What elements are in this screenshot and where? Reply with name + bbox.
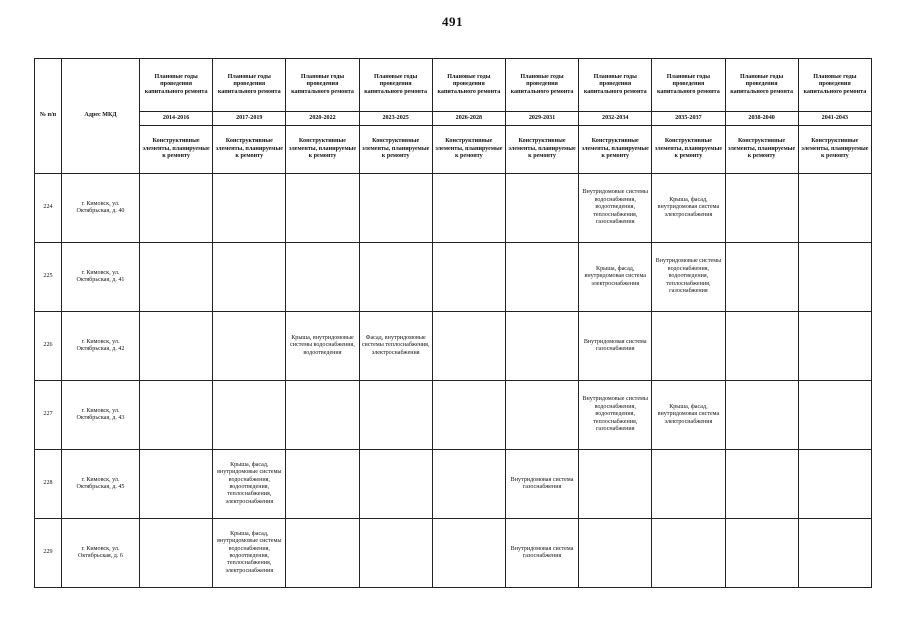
repair-cell bbox=[505, 174, 578, 243]
repair-cell bbox=[140, 381, 213, 450]
repair-cell bbox=[652, 519, 725, 588]
header-years: 2038-2040 bbox=[725, 112, 798, 126]
header-elements: Конструктивные элементы, планируемые к ремонту bbox=[140, 126, 213, 174]
repair-cell bbox=[432, 381, 505, 450]
header-period-title: Плановые годы проведения капитального ремонта bbox=[286, 59, 359, 112]
repair-cell bbox=[505, 312, 578, 381]
header-years: 2014-2016 bbox=[140, 112, 213, 126]
header-years: 2029-2031 bbox=[505, 112, 578, 126]
table-row bbox=[35, 174, 872, 243]
row-address: г. Кимовск, ул. Октябрьская, д. 45 bbox=[62, 450, 140, 519]
repair-cell bbox=[286, 243, 359, 312]
repair-cell bbox=[359, 381, 432, 450]
header-elements: Конструктивные элементы, планируемые к ремонту bbox=[798, 126, 871, 174]
header-period-title: Плановые годы проведения капитального ремонта bbox=[725, 59, 798, 112]
header-period-title: Плановые годы проведения капитального ремонта bbox=[213, 59, 286, 112]
page-number: 491 bbox=[442, 14, 463, 29]
repair-cell bbox=[359, 174, 432, 243]
repair-cell bbox=[432, 450, 505, 519]
repair-cell: Внутридомовая система газоснабжения bbox=[505, 519, 578, 588]
repair-cell bbox=[798, 450, 871, 519]
repair-cell bbox=[432, 312, 505, 381]
repair-cell: Внутридомовые системы водоснабжения, водоотведения, теплоснабжения, газоснабжения bbox=[652, 243, 725, 312]
repair-cell bbox=[798, 174, 871, 243]
row-number: 226 bbox=[35, 312, 62, 381]
header-elements: Конструктивные элементы, планируемые к ремонту bbox=[213, 126, 286, 174]
repair-cell bbox=[505, 243, 578, 312]
repair-cell bbox=[725, 450, 798, 519]
row-number: 229 bbox=[35, 519, 62, 588]
repair-cell: Внутридомовая система газоснабжения bbox=[505, 450, 578, 519]
header-period-title: Плановые годы проведения капитального ремонта bbox=[359, 59, 432, 112]
repair-cell bbox=[286, 519, 359, 588]
repair-cell bbox=[579, 450, 652, 519]
table-row bbox=[35, 450, 872, 519]
repair-cell: Крыша, внутридомовые системы водоснабжения, водоотведения bbox=[286, 312, 359, 381]
repair-cell bbox=[140, 174, 213, 243]
repair-cell bbox=[432, 174, 505, 243]
table-row bbox=[35, 381, 872, 450]
repair-cell bbox=[579, 519, 652, 588]
header-period-title: Плановые годы проведения капитального ремонта bbox=[652, 59, 725, 112]
capital-repair-plan-table bbox=[34, 58, 872, 588]
repair-cell bbox=[140, 312, 213, 381]
header-row-titles bbox=[35, 59, 872, 112]
table-row bbox=[35, 519, 872, 588]
row-number: 224 bbox=[35, 174, 62, 243]
header-address: Адрес МКД bbox=[62, 59, 140, 174]
repair-cell bbox=[432, 519, 505, 588]
row-address: г. Кимовск, ул. Октябрьская, д. 43 bbox=[62, 381, 140, 450]
header-years: 2026-2028 bbox=[432, 112, 505, 126]
row-address: г. Кимовск, ул. Октябрьская, д. 6 bbox=[62, 519, 140, 588]
header-elements: Конструктивные элементы, планируемые к ремонту bbox=[505, 126, 578, 174]
row-number: 227 bbox=[35, 381, 62, 450]
row-address: г. Кимовск, ул. Октябрьская, д. 42 bbox=[62, 312, 140, 381]
repair-cell bbox=[652, 312, 725, 381]
header-elements: Конструктивные элементы, планируемые к ремонту bbox=[725, 126, 798, 174]
repair-cell bbox=[140, 450, 213, 519]
table-row bbox=[35, 243, 872, 312]
header-period-title: Плановые годы проведения капитального ремонта bbox=[579, 59, 652, 112]
repair-cell bbox=[798, 519, 871, 588]
row-address: г. Кимовск, ул. Октябрьская, д. 40 bbox=[62, 174, 140, 243]
header-years: 2017-2019 bbox=[213, 112, 286, 126]
repair-cell: Внутридомовые системы водоснабжения, водоотведения, теплоснабжения, газоснабжения bbox=[579, 381, 652, 450]
header-elements: Конструктивные элементы, планируемые к ремонту bbox=[359, 126, 432, 174]
repair-cell bbox=[213, 174, 286, 243]
header-row-elements bbox=[35, 126, 872, 174]
repair-cell bbox=[798, 381, 871, 450]
row-number: 228 bbox=[35, 450, 62, 519]
repair-cell bbox=[286, 174, 359, 243]
repair-cell bbox=[725, 174, 798, 243]
header-years: 2023-2025 bbox=[359, 112, 432, 126]
header-years: 2035-2037 bbox=[652, 112, 725, 126]
repair-cell bbox=[725, 312, 798, 381]
header-years: 2041-2043 bbox=[798, 112, 871, 126]
header-elements: Конструктивные элементы, планируемые к ремонту bbox=[652, 126, 725, 174]
repair-cell bbox=[725, 381, 798, 450]
repair-cell bbox=[286, 450, 359, 519]
repair-cell: Фасад, внутридомовые системы теплоснабжения, электроснабжения bbox=[359, 312, 432, 381]
header-row-years bbox=[35, 112, 872, 126]
repair-cell: Крыша, фасад, внутридомовая система электроснабжения bbox=[579, 243, 652, 312]
repair-cell: Внутридомовые системы водоснабжения, водоотведения, теплоснабжения, газоснабжения bbox=[579, 174, 652, 243]
header-elements: Конструктивные элементы, планируемые к ремонту bbox=[432, 126, 505, 174]
repair-cell bbox=[140, 243, 213, 312]
repair-cell bbox=[359, 243, 432, 312]
table-row bbox=[35, 312, 872, 381]
repair-cell: Внутридомовая система газоснабжения bbox=[579, 312, 652, 381]
repair-cell bbox=[505, 381, 578, 450]
repair-cell bbox=[798, 312, 871, 381]
repair-cell: Крыша, фасад, внутридомовые системы водоснабжения, водоотведения, теплоснабжения, электроснабжения bbox=[213, 450, 286, 519]
header-period-title: Плановые годы проведения капитального ремонта bbox=[432, 59, 505, 112]
header-period-title: Плановые годы проведения капитального ремонта bbox=[798, 59, 871, 112]
repair-cell: Крыша, фасад, внутридомовая система электроснабжения bbox=[652, 174, 725, 243]
repair-cell bbox=[725, 519, 798, 588]
repair-cell bbox=[359, 519, 432, 588]
repair-cell bbox=[213, 243, 286, 312]
repair-cell bbox=[725, 243, 798, 312]
repair-cell bbox=[213, 381, 286, 450]
header-period-title: Плановые годы проведения капитального ремонта bbox=[140, 59, 213, 112]
header-period-title: Плановые годы проведения капитального ремонта bbox=[505, 59, 578, 112]
header-elements: Конструктивные элементы, планируемые к ремонту bbox=[579, 126, 652, 174]
repair-cell bbox=[213, 312, 286, 381]
repair-cell bbox=[286, 381, 359, 450]
row-number: 225 bbox=[35, 243, 62, 312]
header-elements: Конструктивные элементы, планируемые к ремонту bbox=[286, 126, 359, 174]
repair-cell bbox=[798, 243, 871, 312]
repair-cell bbox=[359, 450, 432, 519]
header-years: 2020-2022 bbox=[286, 112, 359, 126]
header-years: 2032-2034 bbox=[579, 112, 652, 126]
header-num: № п/п bbox=[35, 59, 62, 174]
row-address: г. Кимовск, ул. Октябрьская, д. 41 bbox=[62, 243, 140, 312]
repair-cell: Крыша, фасад, внутридомовая система электроснабжения bbox=[652, 381, 725, 450]
repair-cell bbox=[432, 243, 505, 312]
repair-cell: Крыша, фасад, внутридомовые системы водоснабжения, водоотведения, теплоснабжения, электроснабжения bbox=[213, 519, 286, 588]
repair-cell bbox=[652, 450, 725, 519]
repair-cell bbox=[140, 519, 213, 588]
